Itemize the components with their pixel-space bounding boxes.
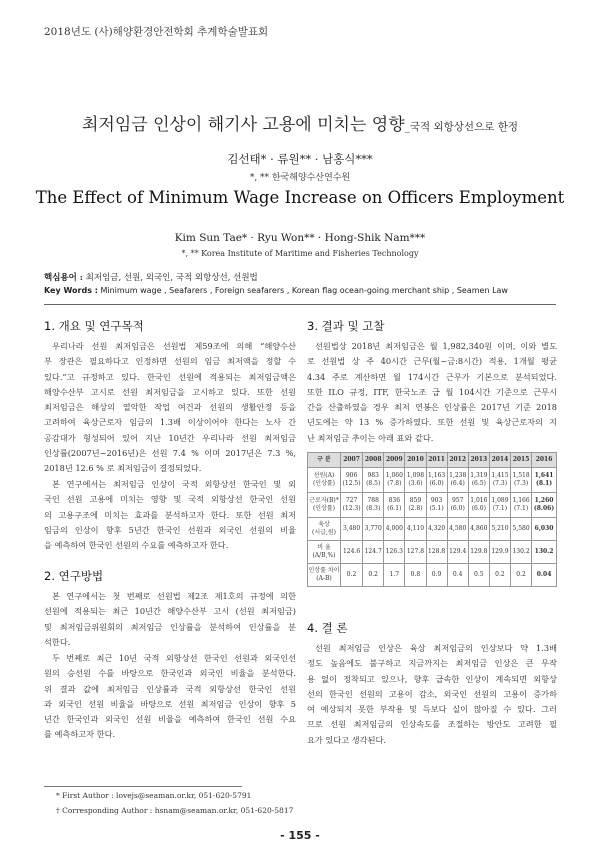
section-2-paragraph-1 (44, 589, 296, 650)
table-cell: 129.9 (489, 541, 510, 564)
table-cell: 1,319 (6.5) (468, 468, 489, 493)
table-row (308, 518, 557, 541)
english-affiliation: *, ** Korea Institute of Maritime and Fisheries Technology (181, 249, 419, 258)
korean-affiliation: *, ** 한국해양수산연수원 (249, 173, 351, 183)
table-header-cell: 2009 (384, 453, 405, 468)
table-cell: 124.7 (363, 541, 384, 564)
paragraph-line: 본 연구에서는 최저임금 인상이 국적 외항상선 한국인 및 외 (52, 479, 296, 489)
table-row (308, 468, 557, 493)
table-row-label: 인상률 차이 (A-B) (308, 564, 341, 587)
table-cell: 127.8 (405, 541, 426, 564)
table-cell: 836 (6.1) (384, 493, 405, 518)
paragraph-line: 의 고용구조에 미치는 효과를 분석하고자 한다. 또한 선원 최저 (44, 509, 296, 520)
english-title: The Effect of Minimum Wage Increase on Officers Employment (35, 188, 565, 207)
section-3-paragraph-1 (307, 339, 557, 446)
section-3-heading: 3. 결과 및 고찰 (307, 319, 385, 333)
paragraph-line: 해양수산부 고시로 선원 최저임금을 고시하고 있다. 또한 선원 (44, 386, 296, 397)
table-cell: 124.6 (341, 541, 363, 564)
table-cell: 3,480 (341, 518, 363, 541)
paragraph-line: 므로 선원 최저임금의 인상속도를 조절하는 방안도 고려한 필 (307, 719, 557, 730)
table-cell: 3,770 (363, 518, 384, 541)
paragraph-line: 선원에 적용되는 최근 10년간 해양수산부 고시 (선원 최저임금) (44, 606, 296, 617)
table-row (308, 493, 557, 518)
table-cell: 129.8 (468, 541, 489, 564)
table-header-cell: 2011 (426, 453, 447, 468)
section-4-paragraph-1 (307, 641, 557, 748)
table-row (308, 564, 557, 587)
table-cell: 6,030 (532, 518, 557, 541)
table-header-cell: 2008 (363, 453, 384, 468)
section-4-heading: 4. 결 론 (307, 621, 348, 635)
paragraph-line: 석한다. (44, 636, 71, 647)
table-cell: 4,860 (468, 518, 489, 541)
table-cell: 0.8 (405, 564, 426, 587)
korean-title-sub: _국적 외항상선으로 한정 (404, 121, 518, 133)
section-1-paragraph-2 (44, 477, 296, 553)
table-cell: 0.5 (468, 564, 489, 587)
paragraph-line: 위 결과 값에 최저임금 인상률과 국적 외항상선 한국인 선원 (44, 683, 296, 694)
paragraph-line: 우리나라 선원 최저임금은 선원법 제59조에 의해 “해양수산 (52, 341, 296, 351)
keywords-english-label: Key Words : (44, 286, 98, 295)
paragraph-line: 로 선원법 상 주 40시간 근무(월~금:8시간) 적용, 1개월 평균 (307, 356, 557, 367)
paragraph-line: 여 예상되지 못한 부작용 및 득보다 실이 많아질 수 있다. 그러 (307, 704, 557, 715)
table-cell: 126.3 (384, 541, 405, 564)
table-cell: 1,641 (8.1) (532, 468, 557, 493)
table-cell: 1,089 (7.1) (489, 493, 510, 518)
paragraph-line: 를 예측하고자 한다. (44, 729, 116, 740)
table-cell: 1,016 (6.0) (468, 493, 489, 518)
table-cell: 1,518 (7.3) (511, 468, 532, 493)
paragraph-line: 원의 승선원 수를 바탕으로 한국인과 외국인 비율을 분석한다. (44, 668, 296, 679)
table-cell: 903 (5.1) (426, 493, 447, 518)
paragraph-line: 두 번째로 최근 10년 국적 외항상선 한국인 선원과 외국인선 (52, 653, 296, 663)
table-cell: 906 (12.5) (341, 468, 363, 493)
table-header-cell: 구 분 (308, 453, 341, 468)
table-cell: 130.2 (511, 541, 532, 564)
keywords-korean-text: 최저임금, 선원, 외국인, 국적 외항상선, 선원법 (82, 273, 258, 283)
footnote-first-author: * First Author : lovejs@seaman.or.kr, 051-620-5791 (56, 791, 252, 800)
table-cell: 1,260 (8.06) (532, 493, 557, 518)
paragraph-line: 인상률(2007년~2016년)은 선원 7.4 % 이며 2017년은 7.3 %, (44, 448, 296, 459)
paragraph-line: 본 연구에서는 첫 번째로 선원법 제2조 제1호의 규정에 의한 (52, 591, 296, 601)
korean-title-main: 최저임금 인상이 해기사 고용에 미치는 영향 (82, 115, 405, 135)
paragraph-line: 년간 한국인과 외국인 선원 비율을 예측하여 한국인 선원 수요 (44, 714, 296, 725)
table-header-cell: 2015 (511, 453, 532, 468)
paragraph-line: 선원 최저임금 인상은 육상 최저임금의 인상보다 약 1.3배 (315, 643, 557, 653)
korean-title (0, 110, 600, 135)
table-row-label: 육상 (시급,원) (308, 518, 341, 541)
keywords-korean (44, 271, 258, 283)
english-authors: Kim Sun Tae* · Ryu Won** · Hong-Shik Nam*** (174, 232, 426, 244)
table-row-label: 선원(A) (인상률) (308, 468, 341, 493)
paragraph-line: 선원법상 2018년 최저임금은 월 1,982,340원 이며, 이와 별도 (315, 341, 557, 351)
paragraph-line: 을 예측하여 한국인 선원의 수요를 예측하고자 한다. (44, 540, 229, 551)
page-number: - 155 - (280, 829, 320, 842)
table-cell: 1,163 (6.0) (426, 468, 447, 493)
table-cell: 727 (12.3) (341, 493, 363, 518)
table-cell: 1.7 (384, 564, 405, 587)
table-row-label: 근로자(B)* (인상률) (308, 493, 341, 518)
table-header-cell: 2007 (341, 453, 363, 468)
table-cell: 4,000 (384, 518, 405, 541)
conference-header: 2018년도 (사)해양환경안전학회 추계학술발표회 (44, 26, 269, 38)
table-cell: 0.2 (341, 564, 363, 587)
paragraph-line: 과 외국인 선원 비율을 바탕으로 선원 최저임금 인상이 향후 5 (44, 698, 296, 709)
table-cell: 0.4 (447, 564, 468, 587)
table-header-cell: 2016 (532, 453, 557, 468)
paragraph-line: 년도에는 약 13 % 증가하였다. 또한 선원 및 육상근로자의 지 (307, 417, 557, 428)
table-cell: 957 (6.0) (447, 493, 468, 518)
table-header-cell: 2012 (447, 453, 468, 468)
paragraph-line: 선의 한국인 선원의 고용이 감소, 외국인 선원의 고용이 증가하 (307, 688, 557, 699)
table-cell: 0.9 (426, 564, 447, 587)
paragraph-line: 요가 있다고 생각된다. (307, 734, 386, 745)
section-1-heading: 1. 개요 및 연구목적 (44, 319, 144, 333)
table-cell: 788 (8.3) (363, 493, 384, 518)
table-cell: 1,415 (7.3) (489, 468, 510, 493)
table-cell: 1,238 (6.4) (447, 468, 468, 493)
wage-table (307, 452, 557, 587)
table-header-row (308, 453, 557, 468)
section-2-paragraph-2 (44, 651, 296, 743)
table-header-cell: 2013 (468, 453, 489, 468)
table-header-cell: 2014 (489, 453, 510, 468)
table-cell: 4,110 (405, 518, 426, 541)
paragraph-line: 및 최저임금위원회의 최저임금 인상률을 분석하여 인상률을 분 (44, 621, 296, 632)
paragraph-line: 고려하여 육상근로자 임금의 1.3배 이상이어야 한다는 노사 간 (44, 417, 296, 428)
paragraph-line: 4.34 주로 계산하면 월 174시간 근무가 기본으로 분석되었다. (307, 371, 557, 382)
table-cell: 4,580 (447, 518, 468, 541)
table-cell: 4,320 (426, 518, 447, 541)
header-divider (44, 304, 556, 305)
table-cell: 859 (2.8) (405, 493, 426, 518)
korean-authors: 김선태* · 류원** · 남홍식*** (227, 152, 373, 166)
table-cell: 0.2 (363, 564, 384, 587)
paragraph-line: 부 장관은 필요하다고 인정하면 선원의 임금 최저액을 정할 수 (44, 356, 296, 367)
table-cell: 1,166 (7.1) (511, 493, 532, 518)
table-cell: 0.04 (532, 564, 557, 587)
keywords-english (44, 286, 508, 295)
table-cell: 1,060 (7.8) (384, 468, 405, 493)
keywords-korean-label: 핵심용어 : (44, 273, 83, 283)
section-1-paragraph-1 (44, 339, 296, 477)
footnote-divider (44, 786, 242, 787)
paragraph-line: 국인 선원 고용에 미치는 영향 및 국적 외항상선 한국인 선원 (44, 494, 296, 505)
footnote-corresponding-author: † Corresponding Author : hsnam@seaman.or.kr, 051-620-5817 (56, 806, 294, 815)
paragraph-line: 임금의 인상이 향후 5년간 한국인 선원과 외국인 선원의 비율 (44, 524, 296, 535)
table-cell: 128.8 (426, 541, 447, 564)
paragraph-line: 있다.”고 규정하고 있다. 한국인 선원에 적용되는 최저임금액은 (44, 371, 296, 382)
table-header-cell: 2010 (405, 453, 426, 468)
table-cell: 5,210 (489, 518, 510, 541)
table-cell: 0.2 (511, 564, 532, 587)
section-2-heading: 2. 연구방법 (44, 569, 104, 583)
paragraph-line: 2018년 12.6 % 로 최저임금이 결정되었다. (44, 463, 202, 474)
table-row-label: 비 율 (A/B,%) (308, 541, 341, 564)
table-cell: 1,098 (3.6) (405, 468, 426, 493)
paragraph-line: 공감대가 형성되어 있어 지난 10년간 우리나라 선원 최저임금 (44, 432, 296, 443)
paragraph-line: 용 없이 정착되고 있으나, 향후 급속한 인상이 계속되면 외항상 (307, 673, 557, 684)
table-cell: 5,580 (511, 518, 532, 541)
keywords-english-text: Minimum wage , Seafarers , Foreign seafarers , Korean flag ocean-going merchant ship , Seamen Law (97, 286, 508, 295)
table-cell: 129.4 (447, 541, 468, 564)
paragraph-line: 또한 ILO 규정, ITF, 한국노조 급 월 104시간 기준으로 근무시 (307, 386, 557, 397)
paragraph-line: 난 최저임금 추이는 아래 표와 같다. (307, 432, 434, 443)
paragraph-line: 정도 높음에도 불구하고 지금까지는 최저임금 인상은 큰 무작 (307, 658, 557, 669)
table-row (308, 541, 557, 564)
paragraph-line: 간을 산출하였을 경우 최저 연봉은 인상률은 2017년 기준 2018 (307, 402, 557, 413)
table-cell: 0.2 (489, 564, 510, 587)
paragraph-line: 최저임금은 해상의 열악한 작업 여건과 선원의 생활안정 등을 (44, 402, 296, 413)
table-cell: 130.2 (532, 541, 557, 564)
table-cell: 983 (8.5) (363, 468, 384, 493)
